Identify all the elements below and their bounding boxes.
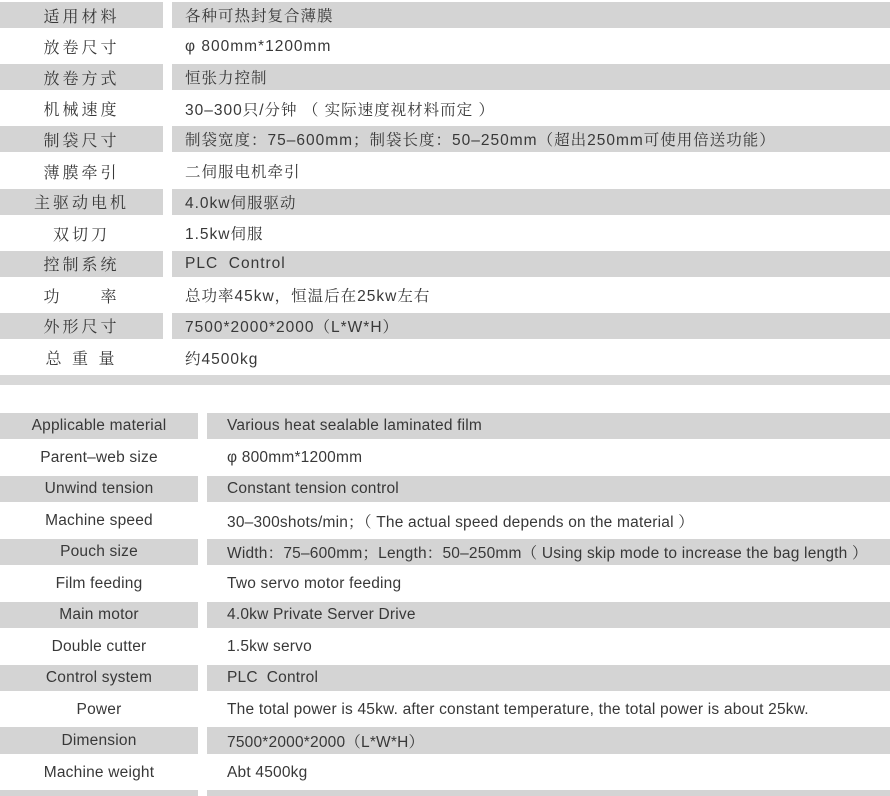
spec-value: 约4500kg xyxy=(185,350,259,368)
table-row xyxy=(0,694,890,725)
spec-value: PLC Control xyxy=(207,663,890,694)
column-gap xyxy=(163,218,172,249)
clipped-row-value-cell xyxy=(207,788,890,796)
clipped-row-strip xyxy=(0,788,890,796)
table-row xyxy=(0,218,890,249)
spec-label: 放卷方式 xyxy=(0,62,163,93)
spec-label: 制袋尺寸 xyxy=(0,124,163,155)
spec-label: Double cutter xyxy=(51,637,147,655)
spec-value: Abt 4500kg xyxy=(227,763,308,781)
spec-value: 7500*2000*2000（L*W*H） xyxy=(207,725,890,756)
spec-value: φ 800mm*1200mm xyxy=(185,37,332,55)
spec-label: Main motor xyxy=(0,600,198,631)
table-row xyxy=(0,249,890,280)
spec-value: 30–300shots/min；（ The actual speed depends on the material ） xyxy=(227,514,694,532)
spec-value: The total power is 45kw. after constant temperature, the total power is about 25kw. xyxy=(227,700,809,718)
table-row xyxy=(0,0,890,31)
spec-label: Machine speed xyxy=(45,512,153,530)
column-gap xyxy=(163,124,172,155)
column-gap xyxy=(163,62,172,93)
spec-label: 外形尺寸 xyxy=(0,311,163,342)
spec-value: 制袋宽度：75–600mm；制袋长度：50–250mm（超出250mm可使用倍送功能） xyxy=(172,124,890,155)
column-gap xyxy=(163,280,172,311)
table-row xyxy=(0,411,890,442)
spec-label: Unwind tension xyxy=(0,474,198,505)
column-gap xyxy=(163,93,172,124)
column-gap xyxy=(198,631,207,662)
column-gap xyxy=(163,31,172,62)
spec-label: 控制系统 xyxy=(0,249,163,280)
column-gap xyxy=(198,474,207,505)
table-row xyxy=(0,155,890,186)
table-row xyxy=(0,280,890,311)
table-row xyxy=(0,725,890,756)
column-gap xyxy=(163,155,172,186)
spec-table-english xyxy=(0,411,890,788)
table-row xyxy=(0,505,890,536)
spec-label: 适用材料 xyxy=(0,0,163,31)
table-row xyxy=(0,93,890,124)
table-row xyxy=(0,663,890,694)
table-row xyxy=(0,124,890,155)
spec-value: 各种可热封复合薄膜 xyxy=(172,0,890,31)
table-row xyxy=(0,342,890,373)
column-gap xyxy=(163,342,172,373)
column-gap xyxy=(163,249,172,280)
spec-label: Machine weight xyxy=(43,763,155,781)
spec-label: 功 率 xyxy=(43,288,120,306)
table-row xyxy=(0,442,890,473)
spec-value: φ 800mm*1200mm xyxy=(227,449,363,467)
spec-value: Width：75–600mm；Length：50–250mm（ Using skip mode to increase the bag length ） xyxy=(207,537,890,568)
column-gap xyxy=(163,187,172,218)
spec-label: 主驱动电机 xyxy=(0,187,163,218)
spec-label: Power xyxy=(76,700,122,718)
spec-value: PLC Control xyxy=(172,249,890,280)
spec-value: 1.5kw servo xyxy=(227,637,312,655)
spec-value: 7500*2000*2000（L*W*H） xyxy=(172,311,890,342)
spec-value: Constant tension control xyxy=(207,474,890,505)
column-gap xyxy=(198,505,207,536)
column-gap xyxy=(198,725,207,756)
column-gap xyxy=(198,788,207,796)
table-row xyxy=(0,631,890,662)
spec-value: 4.0kw Private Server Drive xyxy=(207,600,890,631)
column-gap xyxy=(198,757,207,788)
spec-label: Film feeding xyxy=(55,574,143,592)
table-row xyxy=(0,757,890,788)
table-row xyxy=(0,62,890,93)
column-gap xyxy=(198,568,207,599)
spec-label: Pouch size xyxy=(0,537,198,568)
spec-value: 恒张力控制 xyxy=(172,62,890,93)
spec-value: Two servo motor feeding xyxy=(227,574,402,592)
table-row xyxy=(0,568,890,599)
spec-label: Control system xyxy=(0,663,198,694)
spec-value: 总功率45kw，恒温后在25kw左右 xyxy=(185,288,431,306)
spec-value: 4.0kw伺服驱动 xyxy=(172,187,890,218)
table-row xyxy=(0,600,890,631)
spec-value: 二伺服电机牵引 xyxy=(185,164,301,182)
spec-label: Applicable material xyxy=(0,411,198,442)
spec-label: 双切刀 xyxy=(52,226,110,244)
table-row xyxy=(0,311,890,342)
spec-label: 放卷尺寸 xyxy=(43,40,120,58)
column-gap xyxy=(163,311,172,342)
column-gap xyxy=(198,663,207,694)
spec-label: Dimension xyxy=(0,725,198,756)
table-row xyxy=(0,31,890,62)
column-gap xyxy=(198,600,207,631)
column-gap xyxy=(198,411,207,442)
column-gap xyxy=(198,537,207,568)
spec-label: 机械速度 xyxy=(43,102,120,120)
section-divider-strip xyxy=(0,375,890,385)
spec-value: Various heat sealable laminated film xyxy=(207,411,890,442)
spec-label: Parent–web size xyxy=(40,449,158,467)
spec-value: 30–300只/分钟 （ 实际速度视材料而定 ） xyxy=(185,101,495,119)
spec-table-chinese xyxy=(0,0,890,373)
column-gap xyxy=(163,0,172,31)
column-gap xyxy=(198,442,207,473)
table-row xyxy=(0,537,890,568)
spec-label: 总 重 量 xyxy=(45,351,118,369)
spec-value: 1.5kw伺服 xyxy=(185,226,264,244)
clipped-row-label-cell xyxy=(0,788,198,796)
column-gap xyxy=(198,694,207,725)
table-row xyxy=(0,474,890,505)
table-row xyxy=(0,187,890,218)
spec-label: 薄膜牵引 xyxy=(43,164,120,182)
